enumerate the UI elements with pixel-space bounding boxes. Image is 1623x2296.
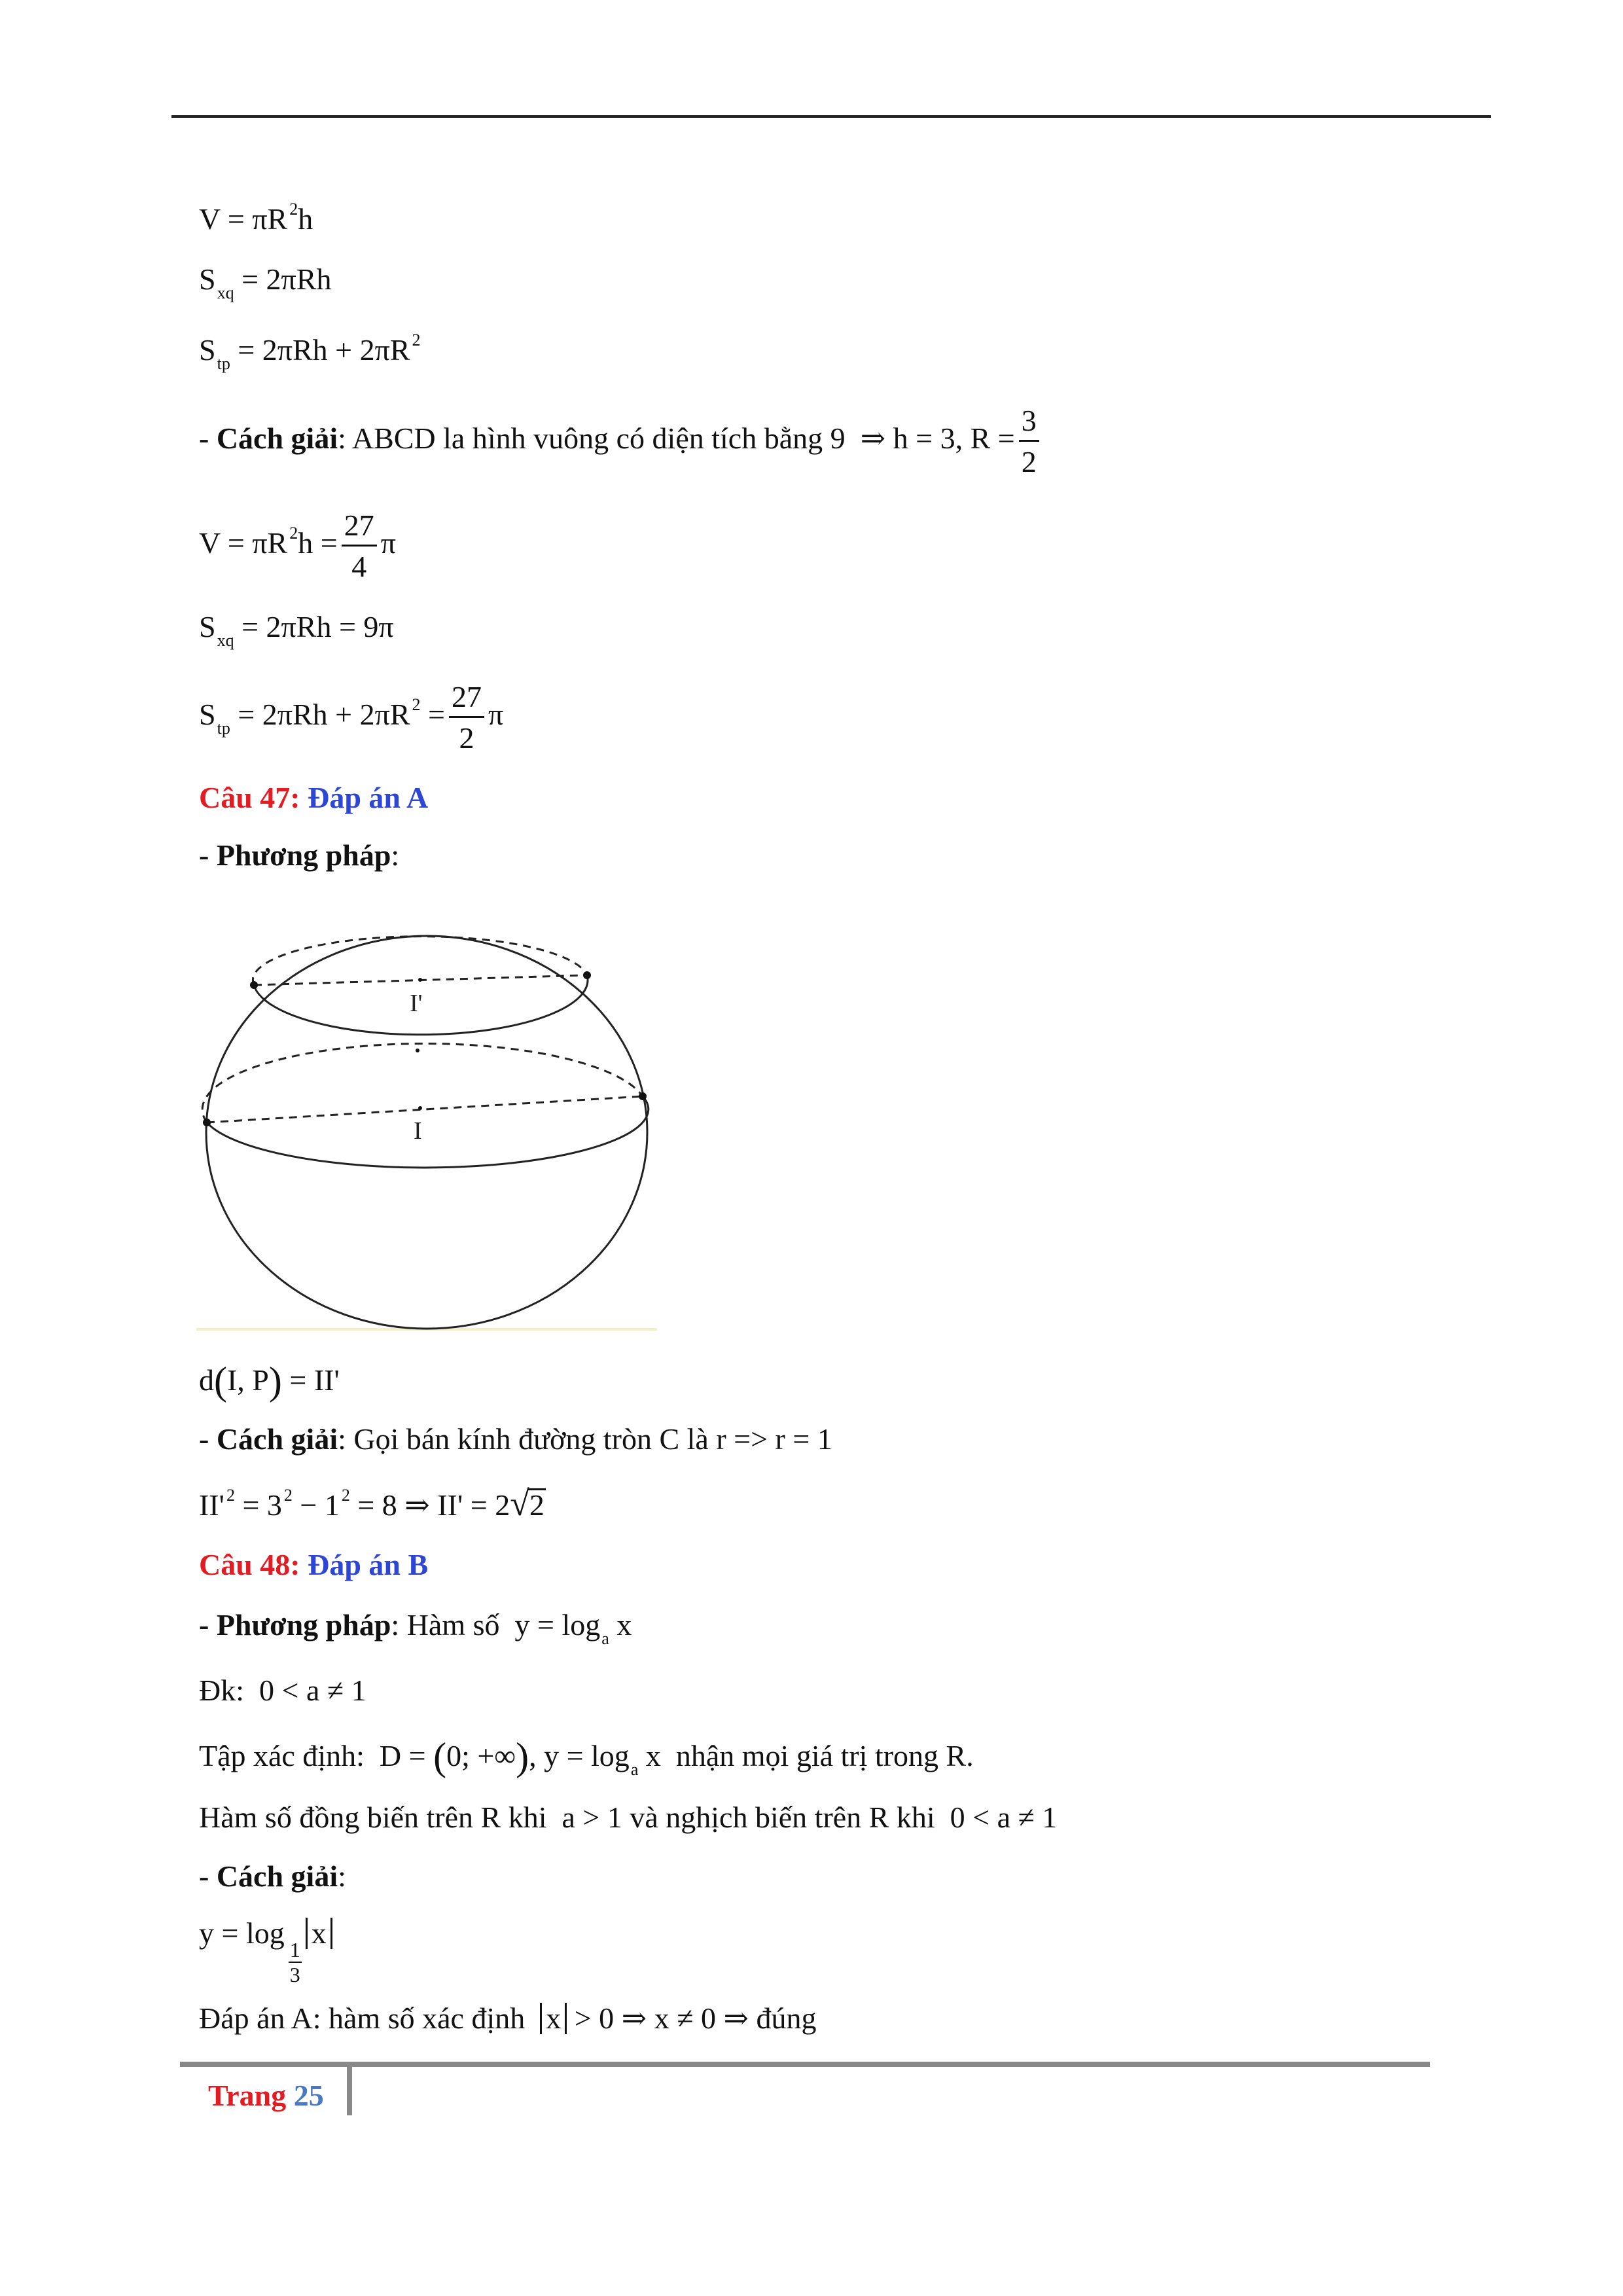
q48-domain: Tập xác định: D = (0; +∞), $y = \log_a x$ nhận mọi giá trị trong R.: [199, 1735, 974, 1779]
fraction-base: $\frac{1}{3}$: [289, 1938, 300, 1987]
fraction-r: $\frac{3}{2}$: [1019, 406, 1039, 477]
q48-answer-a: Đáp án A: hàm số xác định x > 0 ⇒ x ≠ 0 ⇒ đúng: [199, 2001, 817, 2035]
solution46-volume: V = πR $^2$h = $\frac{27}{4}$ π: [199, 509, 396, 583]
solution46-text: : ABCD la hình vuông có diện tích bằng 9: [338, 422, 846, 456]
fraction-volume: $\frac{27}{4}$: [342, 511, 377, 582]
q48-method-line: - Phương pháp: Hàm số $y = \log_a x$: [199, 1608, 632, 1648]
q47-calc: II' $^2$ = 3 $^2$ − 1 $^2$ = 8 ⇒ II' = 2√2: [199, 1484, 544, 1523]
solution46-sxq: $S_{xq} = 2\pi Rh = 9\pi$: [199, 610, 394, 650]
q47-method-label: - Phương pháp: [199, 838, 391, 872]
question-47-label: Câu 47:: [199, 781, 300, 814]
q48-function: y = log $\frac{1}{3}$ x: [199, 1918, 332, 1985]
question-47-heading: [199, 783, 428, 813]
page-number: Trang 25: [208, 2079, 324, 2112]
solution46-stp: $S_{tp} = 2\pi Rh + 2\pi R$ $^2$ = $\frac{27}{2}$ π: [199, 680, 504, 755]
distance-formula: d(I, P) = II': [199, 1359, 340, 1403]
q48-monotonic: Hàm số đồng biến trên R khi a > 1 và nghịch biến trên R khi 0 < a ≠ 1: [199, 1801, 1058, 1834]
label-upper-center: I': [410, 990, 423, 1017]
solution46-label: - Cách giải: [199, 422, 338, 456]
footer-divider: [347, 2062, 352, 2115]
solution46-line: [199, 406, 1043, 477]
q47-solution-text: : Gọi bán kính đường tròn C là r => r = 1: [338, 1422, 832, 1456]
q48-method-label: - Phương pháp: [199, 1608, 391, 1641]
question-48-label: Câu 48:: [199, 1548, 300, 1581]
solution46-arrow: ⇒ h = 3, R =: [853, 422, 1015, 456]
label-lower-center: I: [414, 1117, 422, 1145]
footer-rule: [180, 2062, 1430, 2067]
q47-solution-line: [199, 1424, 832, 1454]
formula-stp: $S_{tp} = 2\pi Rh + 2\pi R$ $^2$: [199, 331, 421, 373]
q47-solution-label: - Cách giải: [199, 1422, 338, 1456]
question-48-answer: Đáp án B: [308, 1548, 429, 1581]
q48-solution-label: - Cách giải: [199, 1859, 338, 1893]
header-rule: [171, 115, 1491, 118]
formula-volume: V = πR $^2$h: [199, 200, 313, 236]
q48-condition: Đk: 0 < a ≠ 1: [199, 1674, 366, 1707]
sphere-figure: [191, 913, 662, 1332]
q47-method-line: - Phương pháp:: [199, 838, 400, 872]
question-48-heading: [199, 1550, 428, 1580]
formula-sxq: $S_{xq} = 2\pi Rh$: [199, 262, 332, 302]
question-47-answer: Đáp án A: [308, 781, 429, 814]
fraction-stp: $\frac{27}{2}$: [449, 682, 484, 753]
q48-solution-line: - Cách giải:: [199, 1859, 346, 1893]
